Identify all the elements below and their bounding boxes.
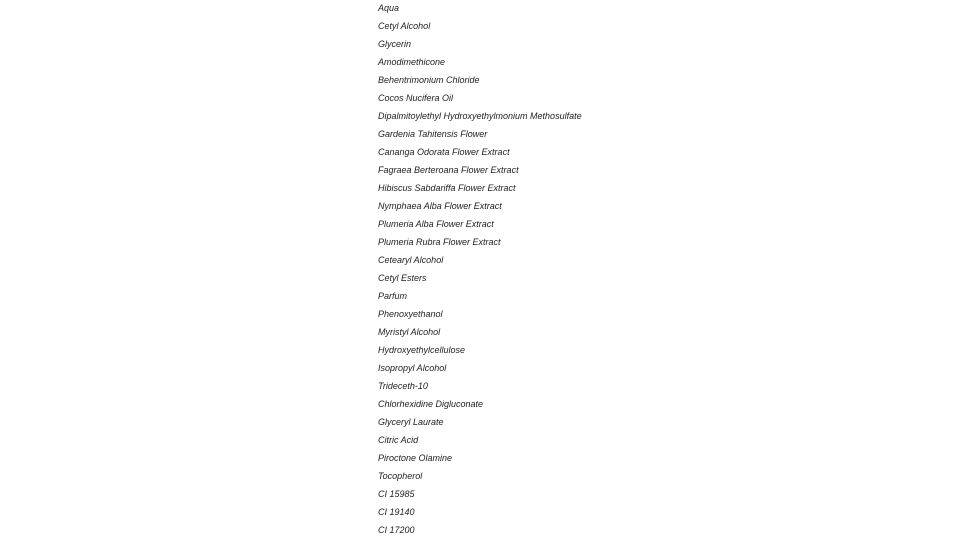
ingredient-item: Citric Acid — [378, 435, 419, 445]
ingredient-item: Gardenia Tahitensis Flower — [378, 129, 488, 139]
ingredient-item: Plumeria Rubra Flower Extract — [378, 237, 501, 247]
ingredient-item: Fagraea Berteroana Flower Extract — [378, 165, 519, 175]
ingredient-item: Glyceryl Laurate — [378, 417, 444, 427]
ingredient-item: Cetyl Alcohol — [378, 21, 431, 31]
ingredient-item: Plumeria Alba Flower Extract — [378, 219, 494, 229]
ingredient-item: Parfum — [378, 291, 408, 301]
ingredient-item: CI 17200 — [378, 525, 415, 535]
ingredient-item: Cetyl Esters — [378, 273, 427, 283]
ingredient-item: CI 19140 — [378, 507, 415, 517]
ingredient-item: Chlorhexidine Digluconate — [378, 399, 484, 409]
ingredient-item: Dipalmitoylethyl Hydroxyethylmonium Methosulfate — [378, 111, 582, 121]
ingredient-item: Phenoxyethanol — [378, 309, 443, 319]
ingredient-item: Glycerin — [378, 39, 412, 49]
ingredient-item: Cananga Odorata Flower Extract — [378, 147, 510, 157]
ingredient-item: Cocos Nucifera Oil — [378, 93, 454, 103]
ingredient-item: CI 15985 — [378, 489, 415, 499]
ingredient-list — [378, 0, 582, 540]
ingredient-item: Isopropyl Alcohol — [378, 363, 447, 373]
ingredient-item: Nymphaea Alba Flower Extract — [378, 201, 502, 211]
ingredient-item: Cetearyl Alcohol — [378, 255, 444, 265]
ingredient-item: Tocopherol — [378, 471, 423, 481]
ingredient-item: Hydroxyethylcellulose — [378, 345, 466, 355]
ingredient-item: Trideceth-10 — [378, 381, 428, 391]
ingredient-item: Amodimethicone — [378, 57, 446, 67]
ingredient-item: Myristyl Alcohol — [378, 327, 441, 337]
ingredient-item: Hibiscus Sabdariffa Flower Extract — [378, 183, 516, 193]
ingredient-item: Behentrimonium Chloride — [378, 75, 480, 85]
ingredient-item: Piroctone Olamine — [378, 453, 453, 463]
ingredient-item: Aqua — [378, 3, 400, 13]
